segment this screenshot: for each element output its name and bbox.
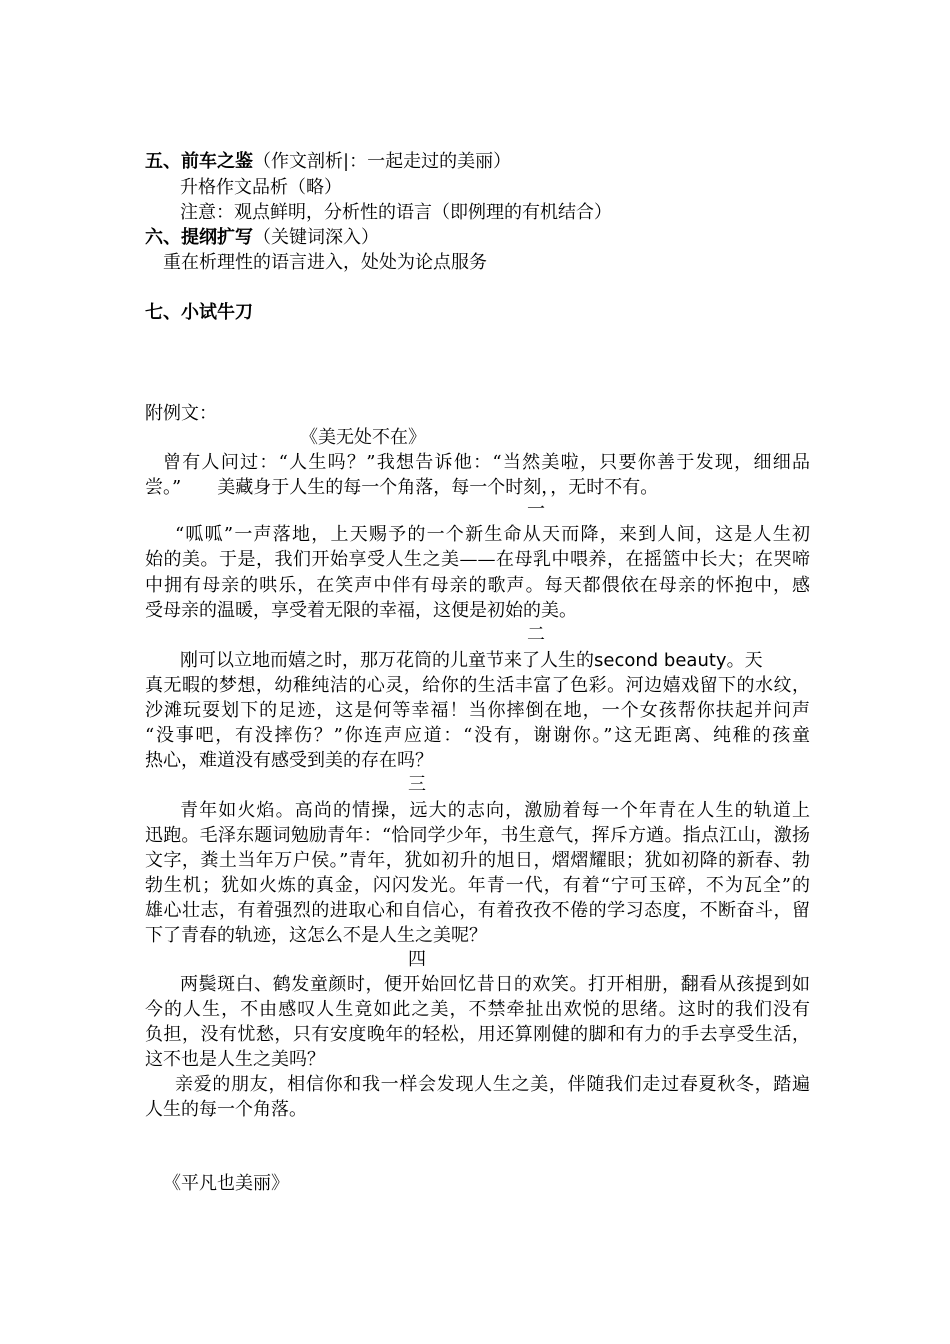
section-note: （作文剖析|：一起走过的美丽） — [253, 151, 512, 172]
paragraph-line: 青年如火焰。高尚的情操，远大的志向，激励着每一个年青在人生的轨道上 — [180, 800, 810, 821]
section-seven-heading — [145, 300, 810, 326]
part-number: 一 — [527, 499, 545, 520]
section-title: 七、小试牛刀 — [145, 302, 253, 323]
text-run: 刚可以立地而嬉之时，那万花筒的儿童节来了人生的 — [180, 650, 594, 671]
essay-two-title: 《平凡也美丽》 — [163, 1173, 289, 1194]
paragraph-line: 文字，粪土当年万户侯。”青年，犹如初升的旭日，熠熠耀眼；犹如初降的新春、勃 — [145, 850, 810, 871]
section-five-line-2: 注意：观点鲜明，分析性的语言（即例理的有机结合） — [180, 202, 612, 223]
paragraph-line: 下了青春的轨迹，这怎么不是人生之美呢？ — [145, 925, 487, 946]
paragraph-line: 始的美。于是，我们开始享受人生之美——在母乳中喂养，在摇篮中长大；在哭啼 — [145, 549, 810, 570]
section-five-heading — [145, 149, 810, 175]
part-number: 三 — [408, 774, 426, 795]
paragraph-line — [180, 648, 810, 674]
part-number: 四 — [408, 949, 426, 970]
paragraph-line: 负担，没有忧愁，只有安度晚年的轻松，用还算刚健的脚和有力的手去享受生活， — [145, 1024, 810, 1045]
essay-intro-line: 曾有人问过：“人生吗？”我想告诉他：“当然美啦，只要你善于发现，细细品 — [163, 452, 810, 473]
paragraph-line: 迅跑。毛泽东题词勉励青年：“恰同学少年，书生意气，挥斥方遒。指点江山，激扬 — [145, 825, 810, 846]
paragraph-line: 勃生机；犹如火炼的真金，闪闪发光。年青一代，有着“宁可玉碎，不为瓦全”的 — [145, 875, 810, 896]
paragraph-line: 雄心壮志，有着强烈的进取心和自信心，有着孜孜不倦的学习态度，不断奋斗，留 — [145, 900, 810, 921]
paragraph-line: 两鬓斑白、鹤发童颜时，便开始回忆昔日的欢笑。打开相册，翻看从孩提到如 — [180, 974, 810, 995]
text-run-latin: second beauty — [594, 650, 727, 671]
part-number: 二 — [527, 624, 545, 645]
section-title: 六、提纲扩写 — [145, 227, 253, 248]
closing-line: 亲爱的朋友，相信你和我一样会发现人生之美，伴随我们走过春夏秋冬，踏遍 — [175, 1074, 810, 1095]
text-run: 。天 — [726, 650, 763, 671]
section-five-line-1: 升格作文品析（略） — [180, 177, 342, 198]
closing-line: 人生的每一个角落。 — [145, 1099, 307, 1120]
paragraph-line: 今的人生，不由感叹人生竟如此之美，不禁牵扯出欢悦的思绪。这时的我们没有 — [145, 999, 810, 1020]
section-six-line-1: 重在析理性的语言进入，处处为论点服务 — [163, 252, 487, 273]
paragraph-line: 真无暇的梦想，幼稚纯洁的心灵，给你的生活丰富了色彩。河边嬉戏留下的水纹， — [145, 675, 810, 696]
paragraph-line: 热心，难道没有感受到美的存在吗？ — [145, 750, 433, 771]
essay-label: 附例文： — [145, 403, 217, 424]
essay-intro-line: 尝。” 美藏身于人生的每一个角落，每一个时刻，，无时不有。 — [145, 477, 659, 498]
paragraph-line: 沙滩玩耍划下的足迹，这是何等幸福！当你摔倒在地，一个女孩帮你扶起并问声 — [145, 700, 810, 721]
paragraph-line: 中拥有母亲的哄乐，在笑声中伴有母亲的歌声。每天都偎依在母亲的怀抱中，感 — [145, 575, 810, 596]
paragraph-line: 这不也是人生之美吗？ — [145, 1049, 325, 1070]
essay-title: 《美无处不在》 — [300, 427, 426, 448]
paragraph-line: “呱呱”一声落地，上天赐予的一个新生命从天而降，来到人间，这是人生初 — [175, 524, 810, 545]
paragraph-line: 受母亲的温暖，享受着无限的幸福，这便是初始的美。 — [145, 600, 577, 621]
section-title: 五、前车之鉴 — [145, 151, 253, 172]
section-note: （关键词深入） — [253, 227, 379, 248]
paragraph-line: “没事吧，有没摔伤？”你连声应道：“没有，谢谢你。”这无距离、纯稚的孩童 — [145, 725, 810, 746]
section-six-heading — [145, 225, 810, 251]
